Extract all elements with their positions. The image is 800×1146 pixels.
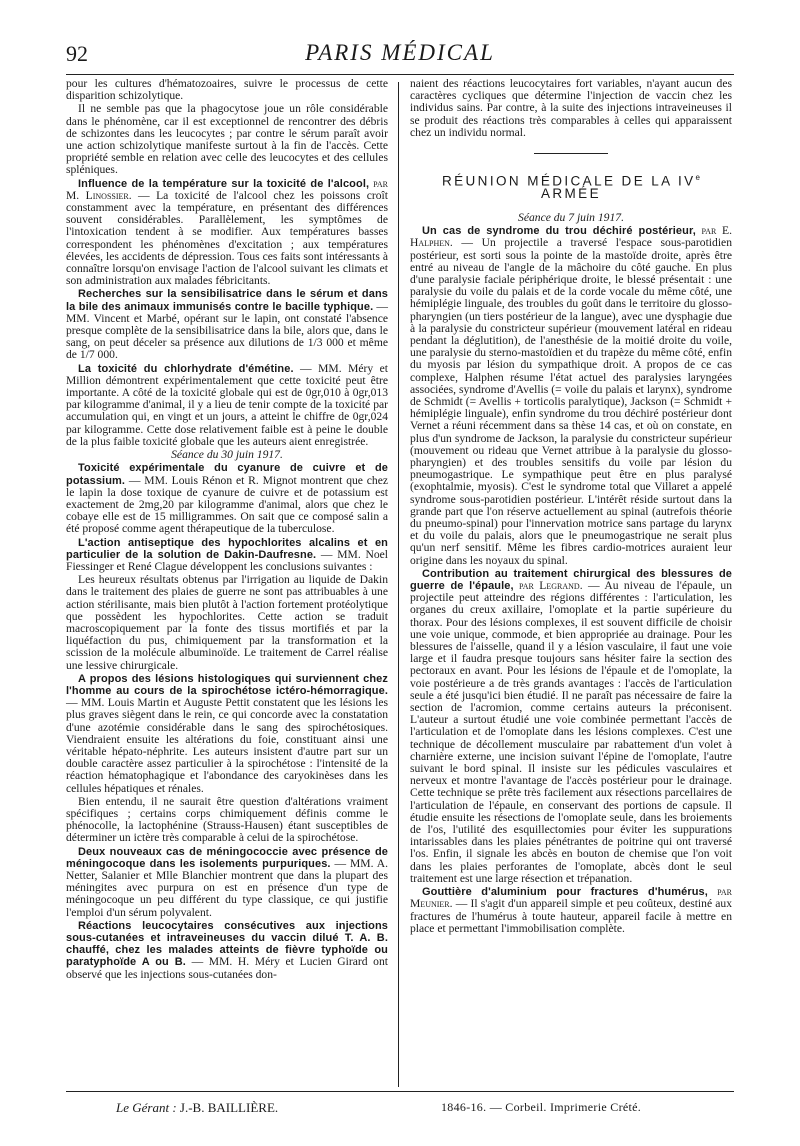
article-entry [66,846,388,919]
article-entry [66,920,388,981]
manager-name: J.-B. BAILLIÈRE. [176,1100,279,1115]
section-divider [534,153,608,154]
article-title: Gouttière d'aluminium pour fractures d'humérus, [422,886,708,899]
article-text: — MM. A. Netter, Salanier et Mlle Blanchier montrent que dans la plupart des méningites avec purpura on est en présence d'un type de méningocoque un peu différent du type classique, ce qui justifie l'emploi d'un sérum polyvalent. [66,856,388,919]
article-title: Deux nouveaux cas de méningococcie avec présence de méningocoque dans les isolements purpuriques. [66,845,388,870]
article-text: — Au niveau de l'épaule, un projectile peut atteindre des régions différentes : l'articulation, les organes du creux axillaire, l'omoplate et la partie supérieure du thorax. Pour des lésions complexes, il est souvent difficile de choisir une voie unique, commode, et bien appropriée au drainage. Pour les blessures de l'aisselle, quand il y a lésion vasculaire, il faut une voie large et il faudra presque toujours sans hésiter faire la section des pectoraux en avant. Pour les lésions de l'épaule et de l'omoplate, la voie postérieure a de très grands avantages : l'accès de l'articulation seule a été jusqu'ici bien étudié. Il ne paraît pas nécessaire de faire la section de l'acromion, comme certains auteurs la préconisent. L'auteur a surtout étudié une voie combinée permettant l'accès de l'articulation et de l'omoplate dans les lésions complexes. C'est une technique de décollement musculaire par rabattement d'un volet à charnière externe, une incision suivant l'épine de l'omoplate, l'autre suivant le bord spinal. Il insiste sur les pédicules vasculaires et nerveux et montre l'avantage de l'accès postérieur pour le drainage. Cette technique se prête très facilement aux résections parcellaires de l'articulation de l'épaule, en conservant des portions de capsule. Il étudie ensuite les résections de l'omoplate seule, dans les broiements de l'os, l'utilité des esquillectomies pour éviter les suppurations intarissables dans les plaies pénétrantes de poitrine qui ont traversé l'os. Enfin, il signale les abcès en bouton de chemise que l'on voit dans les plaies perforantes de l'omoplate, abcès dont le seul traitement est une large résection et trépanation. [410,579,732,885]
article-author: par Legrand. [513,579,583,593]
page-header [66,38,734,75]
paragraph: Il ne semble pas que la phagocytose joue un rôle considérable dans le phénomène, car il est exceptionnel de rencontrer des débris de schizontes dans les leucocytes ; par contre le sérum paraît avoir une action schizolytique manifeste surtout à la fin de l'accès. Cette propriété semble en relation avec celle des leucocytes et des cellules spléniques. [66,102,388,177]
page-footer [66,1091,734,1122]
article-text: — MM. Louis Martin et Auguste Pettit constatent que les lésions les plus graves siègent dans le rein, ce qui concorde avec la constatation d'une azotémie considérable dans le sang des spirochétosiques. Viendraient ensuite les altérations du foie, constituant ainsi une véritable hépato-néphrite. Les auteurs insistent d'autre part sur un double caractère assez particulier à la spirochétose : l'intensité de la réaction hématophagique et l'abondance des caryokinèses dans les cellules hépatiques et rénales. [66,696,388,795]
article-entry [66,288,388,361]
article-author: par Meunier. [410,885,732,911]
article-title: Réactions leucocytaires consécutives aux injections sous-cutanées et intraveineuses du vaccin dilué T. A. B. chauffé, chez les malades atteints de fièvre typhoïde ou paratyphoïde A ou B. [66,919,388,969]
right-column [410,78,732,935]
printer-line: 1846-16. — Corbeil. Imprimerie Crété. [441,1100,642,1114]
article-title: Contribution au traitement chirurgical des blessures de guerre de l'épaule, [410,567,732,593]
publisher-manager [116,1100,278,1116]
article-title: Recherches sur la sensibilisatrice dans le sérum et dans la bile des animaux immunisés contre le bacille typhique. [66,288,388,313]
article-text: — MM. Louis Rénon et R. Mignot montrent que chez le lapin la dose toxique de cyanure de cuivre et de potassium est exactement de 2mg,20 par kilogramme d'animal, alors que chez le cobaye elle est de 15 milligrammes. On sait que ce composé salin a été proposé comme agent thérapeutique de la tuberculose. [66,473,388,536]
section-heading-end: ARMÉE [540,185,601,201]
article-author: par E. Halphen. [410,224,733,250]
article-entry [66,462,388,535]
session-date: Séance du 7 juin 1917. [518,210,624,224]
manager-label: Le Gérant : [116,1100,177,1115]
paragraph: Les heureux résultats obtenus par l'irrigation au liquide de Dakin dans le traitement des plaies de guerre ne sont pas attribuables à une action stérilisante, mais bien plutôt à l'action fortement protéolytique que possèdent les hypochlorites. Cette action se traduit macroscopiquement par la fonte des tissus mortifiés et par la liquéfaction du pus, chimiquement par la transformation et la scission de la molécule albuminoïde. Le traitement de Carrel réalise une lessive chirurgicale. [66,573,388,672]
article-title: Toxicité expérimentale du cyanure de cuivre et de potassium. [66,462,388,487]
article-title: Influence de la température sur la toxicité de l'alcool, [78,177,370,190]
left-column [66,78,388,981]
session-date: Séance du 30 juin 1917. [171,448,283,462]
article-entry [66,363,388,448]
article-text: — Un projectile a traversé l'espace sous-parotidien postérieur, est sorti sous la pointe de la mastoïde droite, après être entré au niveau de l'angle de la mâchoire du côté gauche. En plus d'une paralysie faciale périphérique droite, le blessé présentait : une paralysie du voile du palais et de la corde vocale du même côté, une hémiplégie linguale, des troubles du goût dans le territoire du glosso-pharyngien (un tiers postérieur de la langue), avec une dysphagie due à la paralysie du constricteur supérieur (mouvement latéral en rideau pendant la déglutition), de l'anesthésie de la moitié droite du voile, une paralysie du sterno-mastoïdien et du trapèze du même côté, enfin du myosis par lésion du sympathique droit. A propos de ce cas complexe, Halphen résume l'état actuel des paralysies laryngées associées, syndrome d'Avellis (= voile du palais et larynx), syndrome de Schmidt (= Avellis + torticolis paralytique), Jackson (= Schmidt + hémiplégie linguale), enfin syndrome du trou déchiré postérieur dont Vernet a réuni récemment dans sa thèse 14 cas, et où on constate, en plus d'un syndrome de Jackson, la paralysie du constricteur supérieur (mouvement ou rideau que Vernet attribue à la paralysie du glosso-pharyngien) et des troubles sensitifs du voile par lésion du pneumogastrique. Le sympathique peut être en plus paralysé (exophtalmie, myosis). C'est le syndrome total que Villaret a appelé syndrome sous-parotidien postérieur. L'intérêt réside surtout dans la grande part que l'on réserve actuellement au spinal (autrefois théorie du pneumo-spinal) pour l'innervation motrice sans partage du larynx et du voile du palais, alors que le pneumogastrique ne serait plus qu'un nerf sensitif. Même les fibres cardio-motrices auraient leur origine dans les noyaux du spinal. [410,236,732,567]
section-heading-sup: e [695,173,700,183]
section-heading-text: RÉUNION MÉDICALE DE LA IV [441,173,696,189]
paragraph: Bien entendu, il ne saurait être question d'altérations vraiment spécifiques ; certains corps chimiquement définis comme le phénocolle, la lactophénine (Strauss-Hausen) étant susceptibles de déterminer un ictère très comparable à celui de la spirochétose. [66,794,388,845]
section-heading [410,172,732,200]
column-divider [398,82,399,1087]
paragraph: naient des réactions leucocytaires fort variables, n'ayant aucun des caractères cycliques que détermine l'injection de vaccin chez les individus sains. Par contre, à la suite des injections intraveineuses il se produit des réactions très comparables à celles qui apparaissent chez un individu normal. [410,77,732,139]
article-text: — MM. H. Méry et Lucien Girard ont observé que les injections sous-cutanées don- [66,955,388,981]
article-text: — Il s'agit d'un appareil simple et peu coûteux, destiné aux fractures de l'humérus à toute hauteur, appareil facile à mettre en place et permettant l'immobilisation complète. [410,897,732,935]
article-entry [410,568,732,885]
article-entry [66,673,388,795]
article-text: — MM. Vincent et Marbé, opérant sur le lapin, ont constaté l'absence presque complète de la sensibilisatrice dans la bile, alors que, dans le sang, on peut déceler sa présence aux dilutions de 1/3 000 et même de 1/7 000. [66,299,388,362]
article-entry [66,537,388,574]
paragraph: pour les cultures d'hématozoaires, suivre le processus de cette disparition schizolytique. [66,77,388,103]
article-title: La toxicité du chlorhydrate d'émétine. [78,362,294,375]
article-title: A propos des lésions histologiques qui surviennent chez l'homme au cours de la spirochétose ictéro-hémorragique. [66,672,388,697]
article-text: — MM. Noel Fiessinger et René Clague développent les conclusions suivantes : [66,547,388,573]
page-number: 92 [66,41,88,66]
article-entry [410,886,732,935]
article-title: Un cas de syndrome du trou déchiré postérieur, [422,225,696,238]
running-title: PARIS MÉDICAL [305,40,495,65]
article-entry [66,178,388,288]
article-title: L'action antiseptique des hypochlorites alcalins et en particulier de la solution de Dakin-Daufresne. [66,536,388,561]
article-text: — MM. Méry et Million démontrent expérimentalement que cette toxicité peut être importante. A côté de la toxicité globale qui est de 0gr,010 à 0gr,013 par kilogramme d'animal, il y a lieu de tenir compte de la toxicité par accumulation qui, en vingt et un jours, a atteint le chiffre de 0gr,024 par kilogramme. Cette dose relativement faible est à peine le double de la plus faible toxicité globale que les auteurs aient enregistrée. [66,361,388,448]
article-text: — La toxicité de l'alcool chez les poissons croît constamment avec la température, en présentant des différences souvent considérables. Parallèlement, les symptômes de l'intoxication tendent à se modifier. Aux températures basses correspondent les phénomènes d'excitation ; aux températures élevées, les accidents de dépression. Tous ces faits sont intéressants à connaître lorsqu'on envisage l'action de l'alcool suivant les climats et son administration aux malades fébricitants. [66,188,388,288]
article-author: par M. Linossier. [66,176,388,202]
article-entry [410,225,732,567]
